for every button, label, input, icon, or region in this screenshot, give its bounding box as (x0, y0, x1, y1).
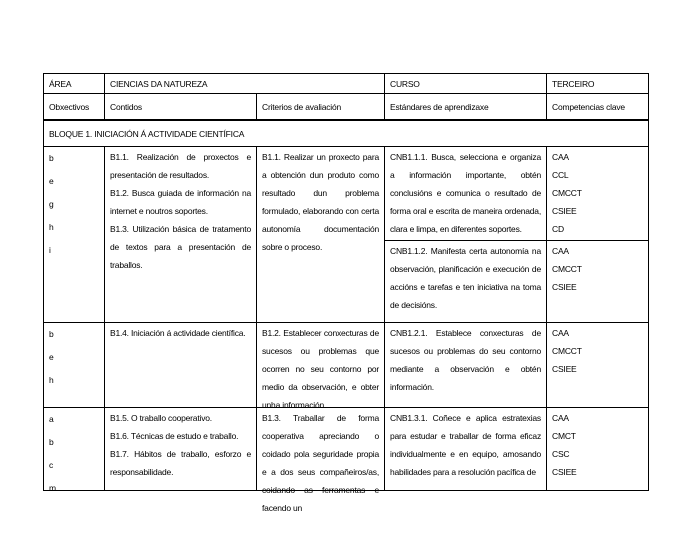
competency-code: CMCCT (552, 264, 582, 274)
content-item: B1.6. Técnicas de estudo e traballo. (110, 431, 239, 441)
criteria-item: B1.3. Traballar de forma cooperativa apreciando o coidado pola seguridade propia e a dos seus compañeiros/as, coidando as ferramentas e facendo un (262, 413, 379, 513)
content-item: B1.7. Hábitos de traballo, esforzo e responsabilidade. (110, 449, 251, 477)
contents-cell (105, 408, 257, 491)
block-title: BLOQUE 1. INICIACIÓN Á ACTIVIDADE CIENTÍFICA (49, 128, 245, 139)
competency-code: CMCCT (552, 188, 582, 198)
col-header-estandares (385, 94, 547, 121)
objectives-cell (44, 408, 105, 491)
competencies-cell (547, 323, 649, 408)
objective-letter: g (49, 199, 54, 209)
competency-code: CCL (552, 170, 569, 180)
col-header-competencias-label: Competencias clave (552, 101, 625, 112)
objective-letter: e (49, 352, 54, 362)
competencies-cell (547, 147, 649, 241)
curso-label-cell (385, 74, 547, 94)
area-label-cell (44, 74, 105, 94)
objective-letter: b (49, 437, 54, 447)
competency-code: CSIEE (552, 364, 577, 374)
standard-cell (385, 241, 547, 323)
contents-cell (105, 323, 257, 408)
col-header-obxectivos (44, 94, 105, 121)
col-header-obxectivos-label: Obxectivos (49, 101, 90, 112)
competency-code: CSC (552, 449, 570, 459)
curso-value: TERCEIRO (552, 78, 595, 89)
objectives-cell (44, 147, 105, 323)
col-header-estandares-label: Estándares de aprendizaxe (390, 101, 489, 112)
standard-text: CNB1.3.1. Coñece e aplica estratexias para estudar e traballar de forma eficaz individualmente e en equipo, amosando habilidades para a resolución pacífica de (390, 413, 541, 477)
criteria-item: B1.2. Establecer conxecturas de sucesos ou problemas que ocorren no seu contorno por medio da observación, e obter unha información. (262, 328, 379, 410)
objective-letter: m (49, 483, 56, 493)
curriculum-table (43, 73, 649, 513)
objective-letter: h (49, 375, 54, 385)
objectives-cell (44, 323, 105, 408)
block-title-cell (44, 121, 649, 147)
criteria-cell (257, 323, 385, 408)
competency-code: CMCT (552, 431, 576, 441)
competency-code: CAA (552, 413, 569, 423)
competencies-cell (547, 408, 649, 491)
objective-letter: c (49, 460, 54, 470)
criteria-item: B1.1. Realizar un proxecto para a obtención dun produto como resultado dun problema formulado, elaborando con certa autonomía documentación sobre o proceso. (262, 152, 379, 252)
col-header-competencias (547, 94, 649, 121)
objective-letter: b (49, 153, 54, 163)
curso-label: CURSO (390, 78, 420, 89)
standard-text: CNB1.2.1. Establece conxecturas de sucesos ou problemas do seu contorno mediante a observación e obtén información. (390, 328, 541, 392)
content-item: B1.5. O traballo cooperativo. (110, 413, 212, 423)
col-header-criterios-label: Criterios de avaliación (262, 101, 342, 112)
competency-code: CAA (552, 328, 569, 338)
objective-letter: e (49, 176, 54, 186)
competency-code: CMCCT (552, 346, 582, 356)
competency-code: CSIEE (552, 467, 577, 477)
content-item: B1.1. Realización de proxectos e presentación de resultados. (110, 152, 251, 180)
competency-code: CAA (552, 152, 569, 162)
standard-text: CNB1.1.1. Busca, selecciona e organiza a información importante, obtén conclusións e comunica o resultado de forma oral e escrita de maneira ordenada, clara e limpa, en diferentes soportes. (390, 152, 541, 234)
objective-letter: a (49, 414, 54, 424)
standard-cell (385, 408, 547, 491)
competency-code: CSIEE (552, 282, 577, 292)
objective-letter: h (49, 222, 54, 232)
competencies-cell (547, 241, 649, 323)
content-item: B1.4. Iniciación á actividade científica. (110, 328, 246, 338)
area-value-cell (105, 74, 385, 94)
contents-cell (105, 147, 257, 323)
col-header-contidos-label: Contidos (110, 101, 142, 112)
col-header-criterios (257, 94, 385, 121)
criteria-cell (257, 408, 385, 513)
standard-cell (385, 147, 547, 241)
curso-value-cell (547, 74, 649, 94)
standard-cell (385, 323, 547, 408)
col-header-contidos (105, 94, 257, 121)
content-item: B1.3. Utilización básica de tratamento de textos para a presentación de traballos. (110, 224, 251, 270)
objective-letter: i (49, 245, 51, 255)
objective-letter: b (49, 329, 54, 339)
standard-text: CNB1.1.2. Manifesta certa autonomía na observación, planificación e execución de accións e tarefas e ten iniciativa na toma de decisións. (390, 246, 541, 310)
area-label: ÁREA (49, 78, 72, 89)
competency-code: CD (552, 224, 564, 234)
area-value: CIENCIAS DA NATUREZA (110, 78, 208, 89)
criteria-cell (257, 147, 385, 323)
competency-code: CAA (552, 246, 569, 256)
content-item: B1.2. Busca guiada de información na internet e noutros soportes. (110, 188, 251, 216)
competency-code: CSIEE (552, 206, 577, 216)
